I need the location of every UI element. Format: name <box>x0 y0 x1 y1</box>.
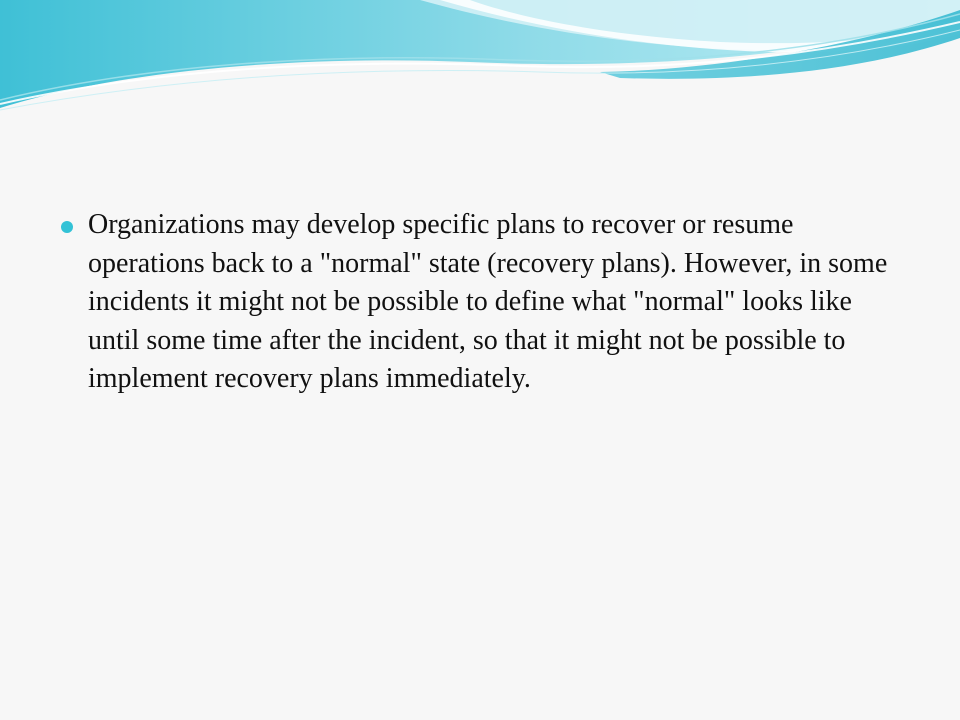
bullet-dot-icon <box>61 221 73 233</box>
bullet-item <box>60 206 910 399</box>
header-wave-decoration <box>0 0 960 120</box>
slide-body <box>60 206 910 399</box>
bullet-text: Organizations may develop specific plans to recover or resume operations back to a "normal" state (recovery plans). However, in some incidents it might not be possible to define what "normal" looks like until some time after the incident, so that it might not be possible to implement recovery plans immediately. <box>88 209 888 394</box>
bullet-list <box>60 206 910 399</box>
